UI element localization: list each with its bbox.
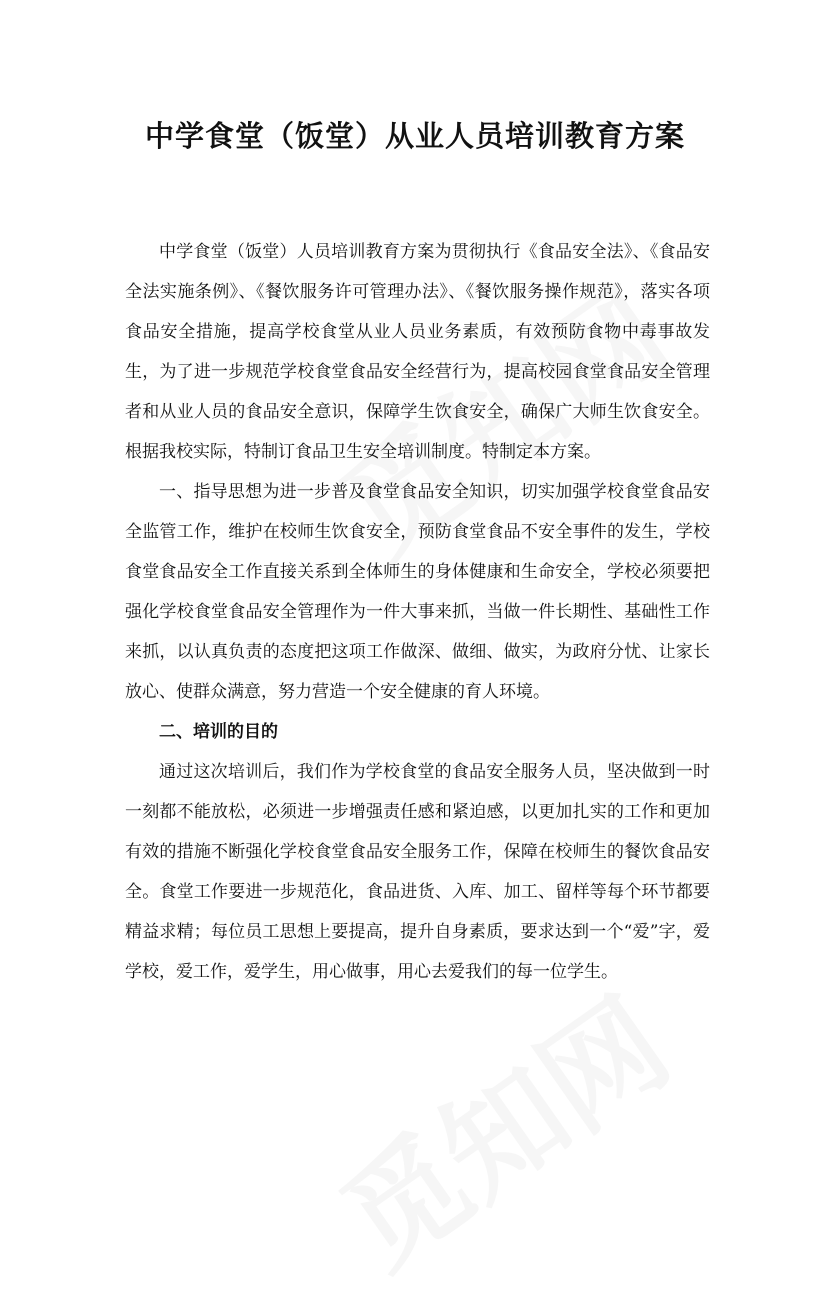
document-title: 中学食堂（饭堂）从业人员培训教育方案 <box>144 119 685 153</box>
watermark <box>303 952 697 1299</box>
document-body <box>125 232 710 992</box>
paragraph-guiding-ideology: 一、指导思想为进一步普及食堂食品安全知识，切实加强学校食堂食品安全监管工作，维护在校师生饮食安全，预防食堂食品不安全事件的发生，学校食堂食品安全工作直接关系到全体师生的身体健康和生命安全，学校必须要把强化学校食堂食品安全管理作为一件大事来抓，当做一件长期性、基础性工作来抓，以认真负责的态度把这项工作做深、做细、做实，为政府分忧、让家长放心、使群众满意，努力营造一个安全健康的育人环境。 <box>125 482 710 702</box>
paragraph-training-purpose: 通过这次培训后，我们作为学校食堂的食品安全服务人员，坚决做到一时一刻都不能放松，必须进一步增强责任感和紧迫感，以更加扎实的工作和更加有效的措施不断强化学校食堂食品安全服务工作，保障在校师生的餐饮食品安全。食堂工作要进一步规范化，食品进货、入库、加工、留样等每个环节都要精益求精；每位员工思想上要提高，提升自身素质，要求达到一个“爱”字，爱学校，爱工作，爱学生，用心做事，用心去爱我们的每一位学生。 <box>125 762 710 982</box>
section-heading-training-purpose: 二、培训的目的 <box>159 722 278 742</box>
paragraph-intro: 中学食堂（饭堂）人员培训教育方案为贯彻执行《食品安全法》、《食品安全法实施条例》、《餐饮服务许可管理办法》、《餐饮服务操作规范》，落实各项食品安全措施，提高学校食堂从业人员业务素质，有效预防食物中毒事故发生，为了进一步规范学校食堂食品安全经营行为，提高校园食堂食品安全管理者和从业人员的食品安全意识，保障学生饮食安全，确保广大师生饮食安全。根据我校实际，特制订食品卫生安全培训制度。特制定本方案。 <box>125 242 710 462</box>
